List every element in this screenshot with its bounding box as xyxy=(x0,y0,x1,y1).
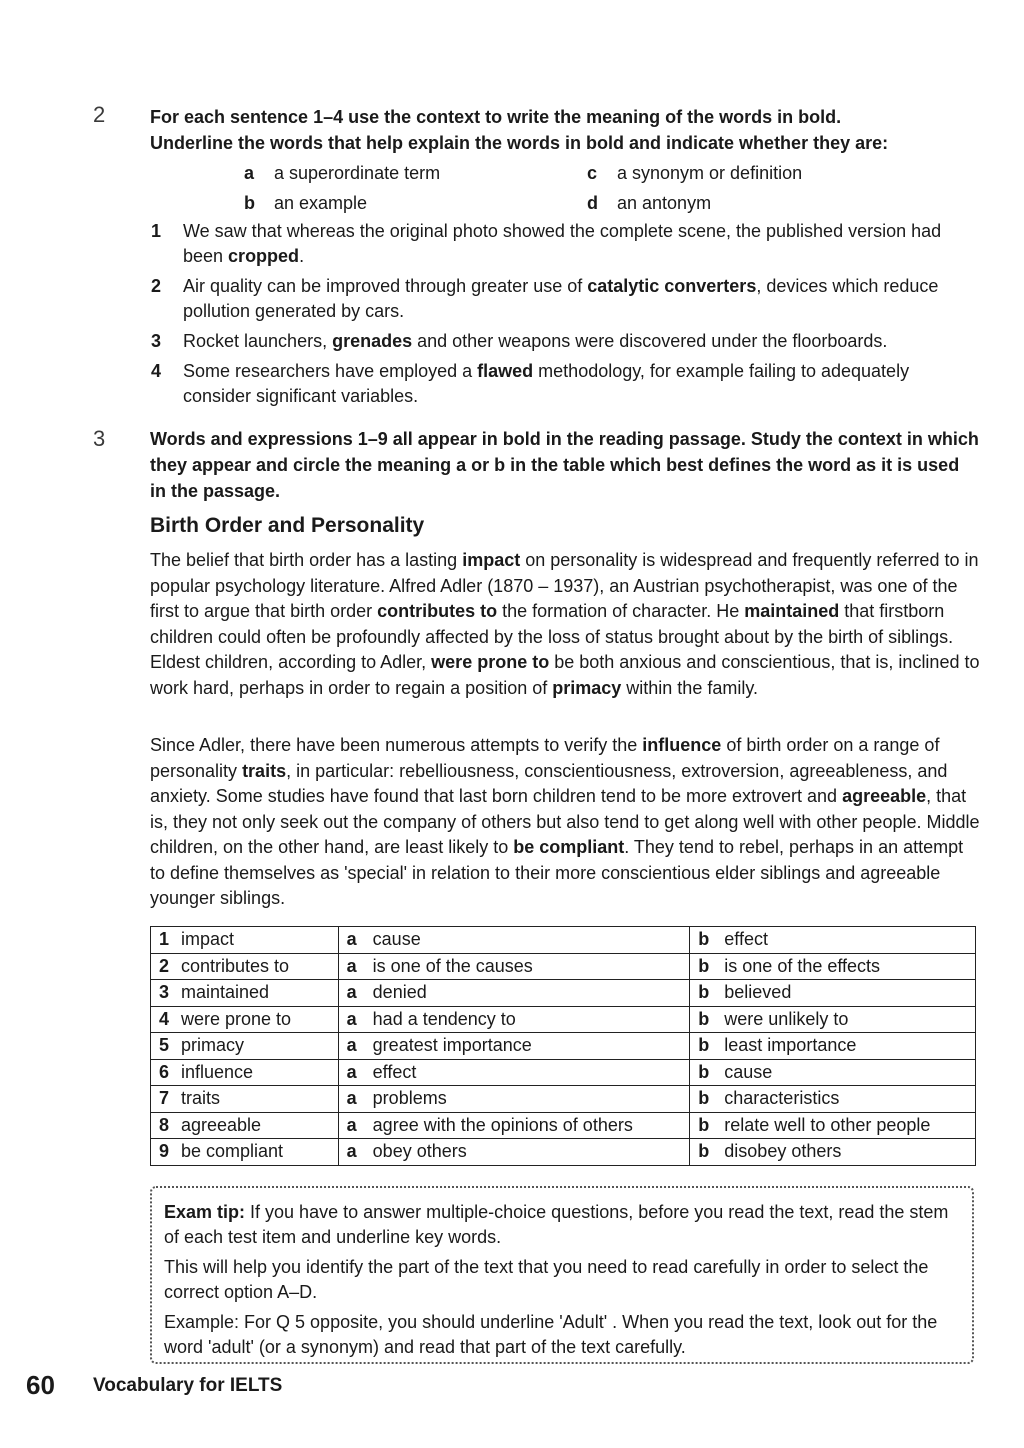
table-row xyxy=(151,1112,976,1139)
exam-tip-box xyxy=(150,1186,974,1364)
option-a-letter: a xyxy=(346,955,357,976)
sentence-text: Rocket launchers, grenades and other weapons were discovered under the floorboards. xyxy=(183,331,888,351)
term-number: 2 xyxy=(159,955,170,976)
exam-tip-paragraph-1: Exam tip: If you have to answer multiple-choice questions, before you read the text, read the stem of each test item and underline key words. xyxy=(164,1202,949,1247)
option-b-cell[interactable] xyxy=(690,1059,976,1086)
option-a-cell[interactable] xyxy=(338,1086,690,1113)
sentence-3 xyxy=(151,329,991,354)
exercise-3-number: 3 xyxy=(93,426,106,451)
option-b-letter: b xyxy=(698,1008,710,1029)
option-letter: d xyxy=(587,193,598,213)
table-row xyxy=(151,927,976,954)
option-a-text: denied xyxy=(372,982,427,1003)
option-b-cell[interactable] xyxy=(690,1086,976,1113)
option-text: an antonym xyxy=(617,193,712,213)
term-cell xyxy=(151,980,339,1007)
option-a-cell[interactable] xyxy=(338,953,690,980)
option-b-letter: b xyxy=(698,1088,710,1109)
option-letter: a xyxy=(244,163,255,183)
exercise-2-number: 2 xyxy=(93,102,106,127)
option-a-letter: a xyxy=(346,1061,357,1082)
option-b-text: is one of the effects xyxy=(724,955,881,976)
term-word: be compliant xyxy=(181,1141,284,1162)
option-a-cell[interactable] xyxy=(338,1059,690,1086)
option-b-text: believed xyxy=(724,982,792,1003)
term-word: were prone to xyxy=(181,1008,292,1029)
option-a-letter: a xyxy=(346,929,357,950)
table-row xyxy=(151,953,976,980)
table-row xyxy=(151,1086,976,1113)
option-b xyxy=(244,190,367,216)
page-number: 60 xyxy=(26,1370,55,1400)
option-a-cell[interactable] xyxy=(338,1112,690,1139)
term-cell xyxy=(151,1033,339,1060)
option-b-letter: b xyxy=(698,955,710,976)
option-text: a superordinate term xyxy=(274,163,441,183)
option-a-cell[interactable] xyxy=(338,927,690,954)
term-number: 3 xyxy=(159,982,170,1003)
option-letter: b xyxy=(244,193,255,213)
option-c xyxy=(587,160,802,186)
option-a-letter: a xyxy=(346,1114,357,1135)
term-word: agreeable xyxy=(181,1114,262,1135)
sentence-2 xyxy=(151,274,981,324)
term-word: maintained xyxy=(181,982,270,1003)
bold-term: agreeable xyxy=(842,786,927,806)
term-number: 4 xyxy=(159,1008,170,1029)
book-title: Vocabulary for IELTS xyxy=(93,1375,283,1396)
sentence-number: 4 xyxy=(151,361,162,381)
option-a-cell[interactable] xyxy=(338,1139,690,1166)
option-b-text: cause xyxy=(724,1061,773,1082)
option-a-letter: a xyxy=(346,982,357,1003)
option-a-text: greatest importance xyxy=(372,1035,532,1056)
passage-paragraph-2: Since Adler, there have been numerous attempts to verify the influence of birth order on a range of personality traits, in particular: rebelliousness, conscientiousness, extroversion, agreeableness, and anxiety. Some studies have found that last born children tend to be more extrovert and agreeable, that is, they not only seek out the company of others but also tend to get along well with other people. Middle children, on the other hand, are least likely to be compliant. They tend to rebel, perhaps in an attempt to define themselves as 'special' in relation to their more conscientious elder siblings and agreeable younger siblings. xyxy=(150,735,980,908)
sentence-number: 3 xyxy=(151,331,162,351)
option-a xyxy=(244,160,440,186)
term-cell xyxy=(151,1006,339,1033)
option-a-text: effect xyxy=(372,1061,417,1082)
term-word: primacy xyxy=(181,1035,245,1056)
option-letter: c xyxy=(587,163,598,183)
option-b-cell[interactable] xyxy=(690,980,976,1007)
sentence-text: We saw that whereas the original photo showed the complete scene, the published version had been cropped. xyxy=(183,221,942,266)
sentence-4 xyxy=(151,359,981,409)
sentence-text: Air quality can be improved through greater use of catalytic converters, devices which reduce pollution generated by cars. xyxy=(183,276,939,321)
term-cell xyxy=(151,1086,339,1113)
term-number: 1 xyxy=(159,929,170,950)
bold-term: influence xyxy=(642,735,722,755)
exercise-2-instruction xyxy=(150,104,980,156)
sentence-text: Some researchers have employed a flawed methodology, for example failing to adequately consider significant variables. xyxy=(183,361,910,406)
option-b-text: disobey others xyxy=(724,1141,842,1162)
passage-title: Birth Order and Personality xyxy=(150,514,425,537)
option-b-letter: b xyxy=(698,1141,710,1162)
term-cell xyxy=(151,927,339,954)
exercise-3-instruction: Words and expressions 1–9 all appear in bold in the reading passage. Study the context in which they appear and circle the meaning a or b in the table which best defines the word as it is used in the passage. xyxy=(150,429,979,501)
bold-term: cropped xyxy=(228,246,300,266)
term-number: 5 xyxy=(159,1035,170,1056)
bold-term: be compliant xyxy=(513,837,625,857)
exam-tip-paragraph-3: Example: For Q 5 opposite, you should underline 'Adult' . When you read the text, look out for the word 'adult' (or a synonym) and read that part of the text carefully. xyxy=(164,1312,938,1357)
option-b-text: were unlikely to xyxy=(724,1008,849,1029)
option-a-letter: a xyxy=(346,1008,357,1029)
exam-tip-paragraph-2: This will help you identify the part of the text that you need to read carefully in order to select the correct option A–D. xyxy=(164,1257,929,1302)
term-number: 8 xyxy=(159,1114,170,1135)
option-a-text: agree with the opinions of others xyxy=(372,1114,633,1135)
exam-tip-label: Exam tip: xyxy=(164,1202,246,1222)
option-d xyxy=(587,190,711,216)
table-row xyxy=(151,980,976,1007)
vocabulary-table xyxy=(150,926,976,1166)
option-a-cell[interactable] xyxy=(338,980,690,1007)
table-row xyxy=(151,1139,976,1166)
option-a-letter: a xyxy=(346,1141,357,1162)
option-b-cell[interactable] xyxy=(690,1006,976,1033)
option-a-letter: a xyxy=(346,1035,357,1056)
bold-term: catalytic converters xyxy=(587,276,757,296)
bold-term: primacy xyxy=(552,677,622,698)
option-a-text: had a tendency to xyxy=(372,1008,516,1029)
term-cell xyxy=(151,1139,339,1166)
exercise-2-instruction-line-1: For each sentence 1–4 use the context to write the meaning of the words in bold. xyxy=(150,107,842,127)
option-b-cell[interactable] xyxy=(690,953,976,980)
term-number: 6 xyxy=(159,1061,170,1082)
bold-term: contributes to xyxy=(377,601,498,621)
bold-term: maintained xyxy=(744,601,840,621)
term-word: traits xyxy=(181,1088,221,1109)
table-row xyxy=(151,1006,976,1033)
term-word: influence xyxy=(181,1061,254,1082)
option-a-cell[interactable] xyxy=(338,1006,690,1033)
term-word: impact xyxy=(181,929,235,950)
option-b-text: relate well to other people xyxy=(724,1114,931,1135)
sentence-number: 1 xyxy=(151,221,162,241)
bold-term: grenades xyxy=(332,331,413,351)
sentence-1 xyxy=(151,219,981,269)
passage-paragraph-1: The belief that birth order has a lasting impact on personality is widespread and frequently referred to in popular psychology literature. Alfred Adler (1870 – 1937), an Austrian psychotherapist, was one of the first to argue that birth order contributes to the formation of character. He maintained that firstborn children could often be profoundly affected by the loss of status brought about by the birth of siblings. Eldest children, according to Adler, were prone to be both anxious and conscientious, that is, inclined to work hard, perhaps in order to regain a position of primacy within the family. xyxy=(150,550,980,698)
option-b-text: least importance xyxy=(724,1035,857,1056)
option-a-text: problems xyxy=(372,1088,447,1109)
option-text: a synonym or definition xyxy=(617,163,803,183)
option-b-cell[interactable] xyxy=(690,927,976,954)
option-text: an example xyxy=(274,193,368,213)
option-b-cell[interactable] xyxy=(690,1033,976,1060)
term-cell xyxy=(151,1059,339,1086)
bold-term: traits xyxy=(242,760,287,781)
term-number: 9 xyxy=(159,1141,170,1162)
term-number: 7 xyxy=(159,1088,170,1109)
option-a-text: is one of the causes xyxy=(372,955,533,976)
term-cell xyxy=(151,1112,339,1139)
option-b-text: characteristics xyxy=(724,1088,840,1109)
option-b-cell[interactable] xyxy=(690,1139,976,1166)
option-b-cell[interactable] xyxy=(690,1112,976,1139)
term-word: contributes to xyxy=(181,955,290,976)
bold-term: impact xyxy=(462,550,521,570)
option-b-letter: b xyxy=(698,982,710,1003)
option-b-letter: b xyxy=(698,1114,710,1135)
option-a-text: cause xyxy=(372,929,421,950)
option-a-text: obey others xyxy=(372,1141,467,1162)
table-row xyxy=(151,1059,976,1086)
option-a-letter: a xyxy=(346,1088,357,1109)
exercise-2-instruction-line-2: Underline the words that help explain the words in bold and indicate whether they are: xyxy=(150,133,889,153)
term-cell xyxy=(151,953,339,980)
bold-term: were prone to xyxy=(431,652,550,672)
option-a-cell[interactable] xyxy=(338,1033,690,1060)
bold-term: flawed xyxy=(477,361,534,381)
option-b-letter: b xyxy=(698,1035,710,1056)
option-b-letter: b xyxy=(698,1061,710,1082)
option-b-text: effect xyxy=(724,929,768,950)
option-b-letter: b xyxy=(698,929,710,950)
sentence-number: 2 xyxy=(151,276,162,296)
table-row xyxy=(151,1033,976,1060)
